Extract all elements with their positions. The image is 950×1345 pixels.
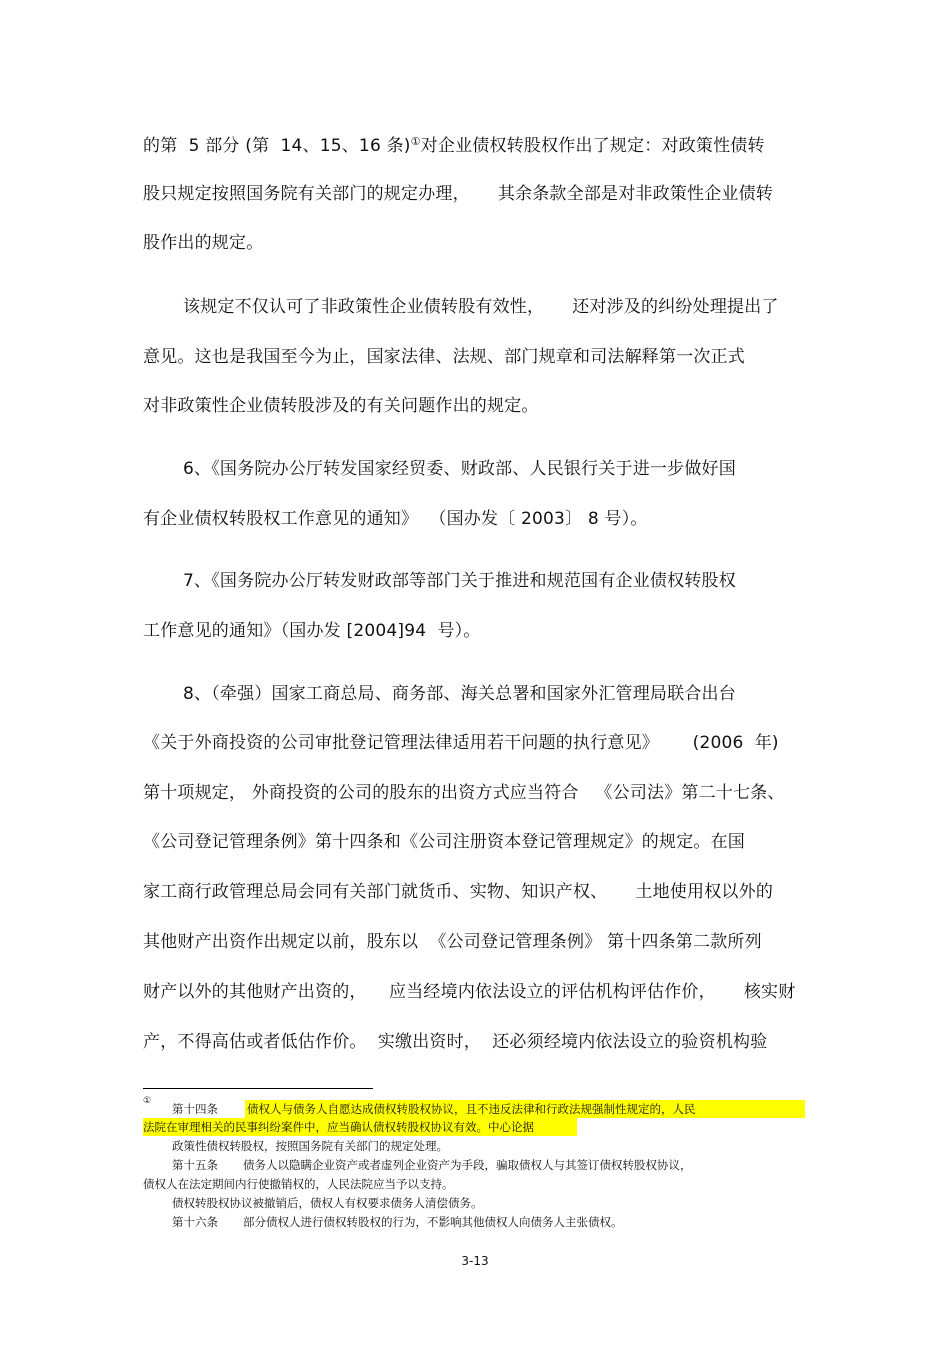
- footnote-text: 部分债权人进行债权转股权的行为，不影响其他债权人向债务人主张债权。: [243, 1215, 623, 1229]
- body-line: 6、《国务院办公厅转发国家经贸委、财政部、人民银行关于进一步做好国: [183, 459, 736, 479]
- body-line: 其他财产出资作出规定以前，股东以 《公司登记管理条例》 第十四条第二款所列: [143, 932, 762, 952]
- footnote-article-label: 第十六条: [172, 1215, 218, 1229]
- footnote-text: 债权人在法定期间内行使撤销权的，人民法院应当予以支持。: [143, 1177, 454, 1191]
- footnote-text: 债权转股权协议被撤销后，债权人有权要求债务人清偿债务。: [172, 1196, 483, 1210]
- body-line: 的第 5 部分 (第 14、15、16 条)①对企业债权转股权作出了规定：对政策性债转: [143, 135, 765, 156]
- footnote-article-label: 第十五条: [172, 1158, 218, 1172]
- body-line: 《公司登记管理条例》第十四条和《公司注册资本登记管理规定》的规定。在国: [143, 832, 745, 852]
- footnote-text: 政策性债权转股权，按照国务院有关部门的规定处理。: [172, 1139, 448, 1153]
- footnote-text: 债务人以隐瞒企业资产或者虚列企业资产为手段，骗取债权人与其签订债权转股权协议，: [243, 1158, 692, 1172]
- body-line: 意见。这也是我国至今为止，国家法律、法规、部门规章和司法解释第一次正式: [143, 347, 745, 367]
- body-line: 工作意见的通知》（国办发 [2004]94 号）。: [143, 621, 481, 641]
- page-number: 3-13: [461, 1254, 489, 1268]
- body-line: 有企业债权转股权工作意见的通知》 （国办发〔 2003〕 8 号）。: [143, 509, 648, 529]
- footnote-highlighted-text: 法院在审理相关的民事纠纷案件中，应当确认债权转股权协议有效。中心论据: [143, 1120, 534, 1134]
- footnote-mark: ①: [143, 1096, 152, 1106]
- body-line: 财产以外的其他财产出资的， 应当经境内依法设立的评估机构评估作价， 核实财: [143, 982, 796, 1002]
- body-line: 对非政策性企业债转股涉及的有关问题作出的规定。: [143, 396, 539, 416]
- body-line: 8、（牵强）国家工商总局、商务部、海关总署和国家外汇管理局联合出台: [183, 684, 736, 704]
- body-line: 股只规定按照国务院有关部门的规定办理， 其余条款全部是对非政策性企业债转: [143, 184, 774, 204]
- body-line: 该规定不仅认可了非政策性企业债转股有效性， 还对涉及的纠纷处理提出了: [183, 297, 779, 317]
- body-line: 《关于外商投资的公司审批登记管理法律适用若干问题的执行意见》 (2006 年): [143, 733, 779, 753]
- body-line: 7、《国务院办公厅转发财政部等部门关于推进和规范国有企业债权转股权: [183, 571, 736, 591]
- footnote-article-label: 第十四条: [172, 1102, 218, 1116]
- body-line: 第十项规定， 外商投资的公司的股东的出资方式应当符合 《公司法》第二十七条、: [143, 783, 785, 803]
- body-line: 家工商行政管理总局会同有关部门就货币、实物、知识产权、 土地使用权以外的: [143, 882, 774, 902]
- footnote-highlighted-text: 债权人与债务人自愿达成债权转股权协议，且不违反法律和行政法规强制性规定的，人民: [247, 1102, 696, 1116]
- footnote-reference[interactable]: ①: [410, 135, 421, 148]
- footnote-separator: [143, 1088, 373, 1089]
- body-line: 产，不得高估或者低估作价。 实缴出资时， 还必须经境内依法设立的验资机构验: [143, 1032, 768, 1052]
- body-line: 股作出的规定。: [143, 233, 264, 253]
